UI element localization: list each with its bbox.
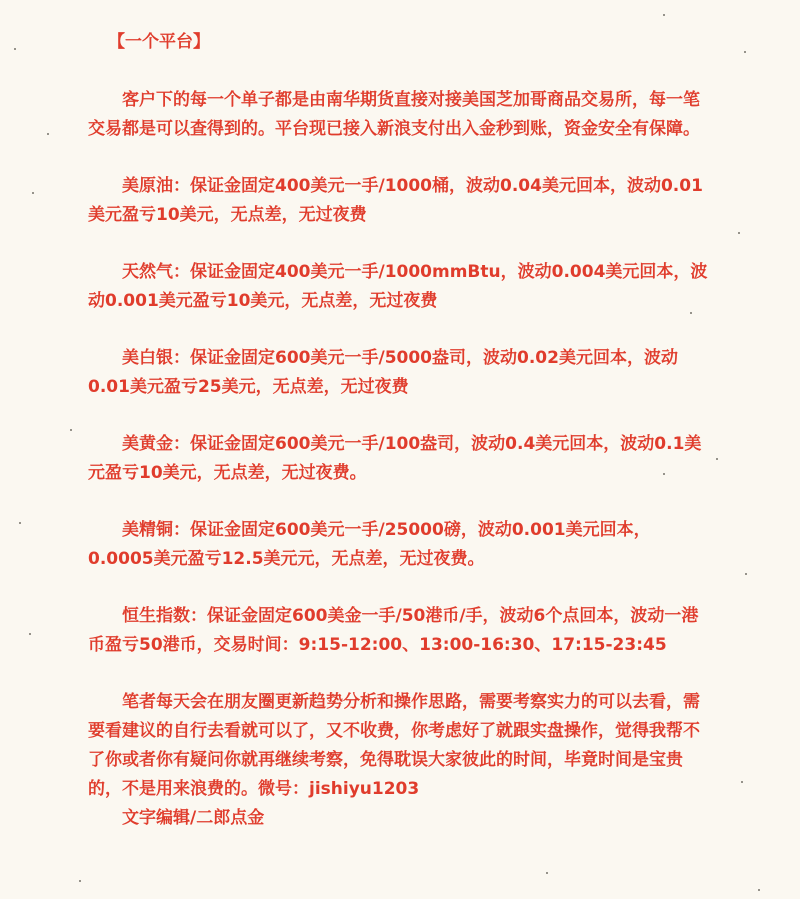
- paper-speck: [29, 633, 31, 635]
- silver-paragraph: 美白银：保证金固定600美元一手/5000盎司，波动0.02美元回本，波动0.01美元盈亏25美元，无点差，无过夜费: [88, 348, 678, 397]
- paper-speck: [745, 573, 747, 575]
- platform-intro-paragraph: 客户下的每一个单子都是由南华期货直接对接美国芝加哥商品交易所，每一笔交易都是可以查得到的。平台现已接入新浪支付出入金秒到账，资金安全有保障。: [88, 90, 700, 139]
- paper-speck: [32, 192, 34, 194]
- paper-speck: [663, 14, 665, 16]
- hang-seng-paragraph: 恒生指数：保证金固定600美金一手/50港币/手，波动6个点回本，波动一港币盈亏50港币，交易时间：9:15-12:00、13:00-16:30、17:15-23:45: [88, 606, 699, 655]
- gold-paragraph: 美黄金：保证金固定600美元一手/100盎司，波动0.4美元回本，波动0.1美元盈亏10美元，无点差，无过夜费。: [88, 434, 702, 483]
- natural-gas-paragraph: 天然气：保证金固定400美元一手/1000mmBtu，波动0.004美元回本，波动0.001美元盈亏10美元，无点差，无过夜费: [88, 262, 708, 311]
- paper-speck: [741, 781, 743, 783]
- paper-speck: [546, 872, 548, 874]
- paper-speck: [758, 889, 760, 891]
- paper-speck: [738, 232, 740, 234]
- article: [88, 28, 712, 833]
- paper-speck: [744, 51, 746, 53]
- paper-speck: [716, 458, 718, 460]
- section-heading: 【一个平台】: [108, 32, 210, 52]
- editor-credit: 文字编辑/二郎点金: [122, 808, 265, 828]
- paper-speck: [19, 522, 21, 524]
- author-note-paragraph: 笔者每天会在朋友圈更新趋势分析和操作思路，需要考察实力的可以去看，需要看建议的自行去看就可以了，又不收费，你考虑好了就跟实盘操作，觉得我帮不了你或者你有疑问你就再继续考察，免得耽误大家彼此的时间，毕竟时间是宝贵的，不是用来浪费的。微号：jishiyu1203: [88, 692, 700, 799]
- copper-paragraph: 美精铜：保证金固定600美元一手/25000磅，波动0.001美元回本，0.0005美元盈亏12.5美元元，无点差，无过夜费。: [88, 520, 651, 569]
- paper-speck: [79, 880, 81, 882]
- crude-oil-paragraph: 美原油：保证金固定400美元一手/1000桶，波动0.04美元回本，波动0.01美元盈亏10美元，无点差，无过夜费: [88, 176, 703, 225]
- paper-speck: [47, 133, 49, 135]
- paper-speck: [70, 429, 72, 431]
- paper-speck: [14, 48, 16, 50]
